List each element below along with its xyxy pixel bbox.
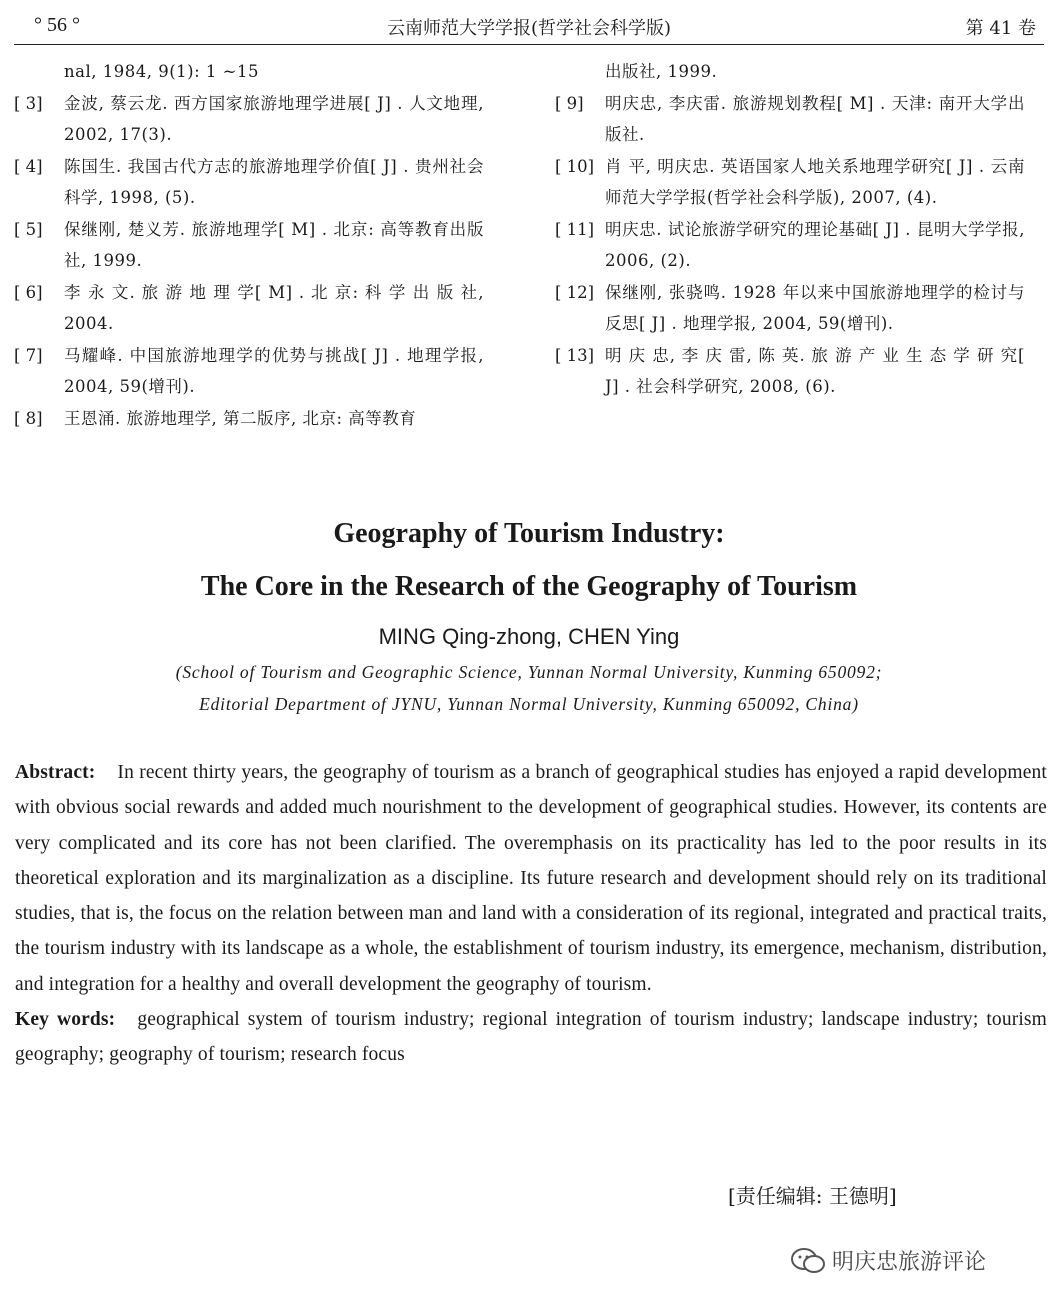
- article-title-line-1: Geography of Tourism Industry:: [333, 518, 725, 549]
- reference-item: [ 8] 王恩涌. 旅游地理学, 第二版序, 北京: 高等教育: [14, 408, 417, 428]
- affiliation-line-1: (School of Tourism and Geographic Science, Yunnan Normal University, Kunming 650092;: [175, 662, 883, 682]
- references-right-column: [555, 56, 1025, 403]
- journal-title: 云南师范大学学报(哲学社会科学版): [386, 18, 672, 39]
- abstract-block: [15, 755, 1047, 1073]
- references-left-column: [14, 56, 484, 434]
- page-header: [14, 10, 1044, 45]
- keywords-paragraph: [15, 1002, 1047, 1073]
- reference-item: 出版社, 1999.: [605, 62, 718, 81]
- abstract-label: Abstract:: [15, 762, 96, 783]
- reference-item: [ 10] 肖 平, 明庆忠. 英语国家人地关系地理学研究[ J] . 云南师范大学学报(哲学社会科学版), 2007, (4).: [555, 156, 1025, 207]
- reference-item: [ 11] 明庆忠. 试论旅游学研究的理论基础[ J] . 昆明大学学报, 2006, (2).: [555, 219, 1025, 270]
- abstract-paragraph: [15, 755, 1047, 1002]
- watermark-text: 明庆忠旅游评论: [832, 1250, 987, 1275]
- reference-item: [ 13] 明 庆 忠, 李 庆 雷, 陈 英. 旅 游 产 业 生 态 学 研 究[ J] . 社会科学研究, 2008, (6).: [555, 345, 1025, 396]
- reference-item: nal, 1984, 9(1): 1 ~15: [64, 62, 259, 81]
- article-title-line-2: The Core in the Research of the Geography of Tourism: [200, 571, 858, 602]
- article-authors: MING Qing-zhong, CHEN Ying: [378, 624, 680, 649]
- responsible-editor: [责任编辑: 王德明]: [728, 1184, 897, 1208]
- reference-item: [ 5] 保继刚, 楚义芳. 旅游地理学[ M] . 北京: 高等教育出版社, 1999.: [14, 219, 484, 270]
- page-number: ° 56 °: [34, 14, 80, 36]
- reference-item: [ 6] 李 永 文. 旅 游 地 理 学[ M] . 北 京: 科 学 出 版 社, 2004.: [14, 282, 484, 333]
- watermark: [790, 1245, 986, 1276]
- abstract-text: In recent thirty years, the geography of tourism as a branch of geographical studies has enjoyed a rapid development with obvious social rewards and added much nourishment to the development of geographical studies. However, its contents are very complicated and its core has not been clarified. The overemphasis on its practicality has led to the poor results in its theoretical exploration and its marginalization as a discipline. Its future research and development should rely on its traditional studies, that is, the focus on the relation between man and land with a consideration of its regional, integrated and practical traits, the tourism industry with its landscape as a whole, the establishment of tourism industry, its emergence, mechanism, distribution, and integration for a healthy and overall development the geography of tourism.: [15, 762, 1047, 995]
- reference-item: [ 7] 马耀峰. 中国旅游地理学的优势与挑战[ J] . 地理学报, 2004, 59(增刊).: [14, 345, 484, 396]
- reference-item: [ 3] 金波, 蔡云龙. 西方国家旅游地理学进展[ J] . 人文地理, 2002, 17(3).: [14, 93, 484, 144]
- volume-label: 第 41 卷: [965, 18, 1036, 39]
- wechat-icon: [790, 1247, 826, 1275]
- affiliation-line-2: Editorial Department of JYNU, Yunnan Normal University, Kunming 650092, China): [199, 694, 859, 714]
- reference-item: [ 4] 陈国生. 我国古代方志的旅游地理学价值[ J] . 贵州社会科学, 1998, (5).: [14, 156, 484, 207]
- reference-item: [ 12] 保继刚, 张骁鸣. 1928 年以来中国旅游地理学的检讨与反思[ J] . 地理学报, 2004, 59(增刊).: [555, 282, 1025, 333]
- keywords-label: Key words:: [15, 1009, 116, 1031]
- keywords-text: geographical system of tourism industry; regional integration of tourism industry; landscape industry; tourism geography; geography of tourism; research focus: [15, 1009, 1047, 1066]
- reference-item: [ 9] 明庆忠, 李庆雷. 旅游规划教程[ M] . 天津: 南开大学出版社.: [555, 93, 1025, 144]
